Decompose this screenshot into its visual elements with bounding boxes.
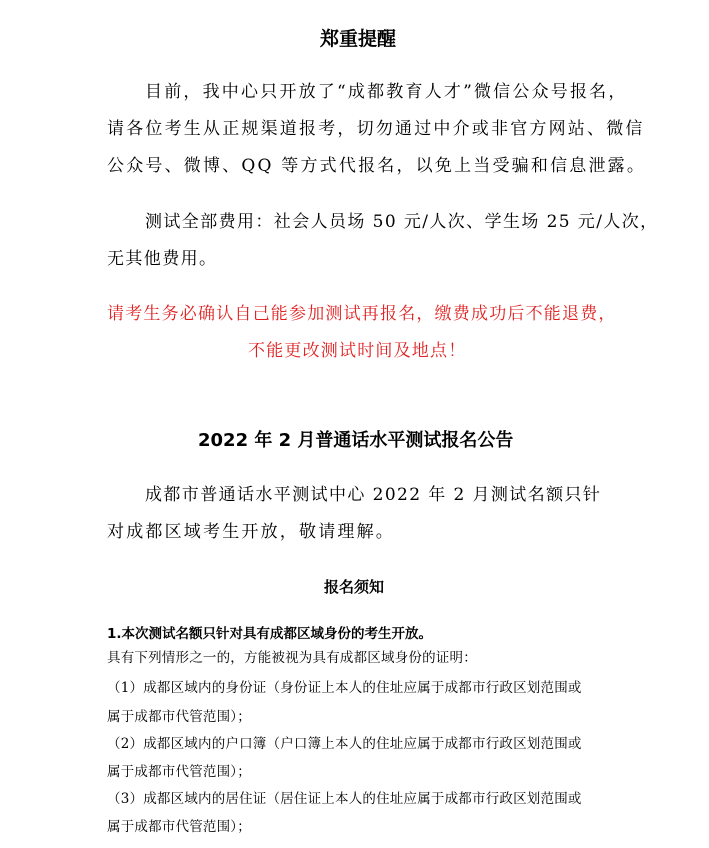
announcement-intro-line-1: 成都市普通话水平测试中心 2022 年 2 月测试名额只针 [145,485,602,505]
announcement-intro-line-2: 对成都区域考生开放，敬请理解。 [107,522,395,542]
condition-3-line-1: （3）成都区域内的居住证（居住证上本人的住址应属于成都市行政区划范围或 [107,791,582,807]
condition-2-line-1: （2）成都区域内的户口簿（户口簿上本人的住址应属于成都市行政区划范围或 [107,736,582,752]
condition-1-line-1: （1）成都区域内的身份证（身份证上本人的住址应属于成都市行政区划范围或 [107,680,582,696]
item-1-intro: 具有下列情形之一的，方能被视为具有成都区域身份的证明： [107,650,477,666]
notice-paragraph-1-line-3: 公众号、微博、QQ 等方式代报名，以免上当受骗和信息泄露。 [107,156,647,176]
notice-paragraph-2-line-1: 测试全部费用：社会人员场 50 元/人次、学生场 25 元/人次， [145,212,659,232]
item-1-heading: 1.本次测试名额只针对具有成都区域身份的考生开放。 [107,626,433,642]
notice-paragraph-2-line-2: 无其他费用。 [107,249,218,269]
notice-paragraph-1-line-1: 目前，我中心只开放了“成都教育人才”微信公众号报名， [145,82,628,102]
notice-paragraph-1-line-2: 请各位考生从正规渠道报考，切勿通过中介或非官方网站、微信 [107,119,645,139]
notice-title: 郑重提醒 [320,28,397,50]
warning-line-1: 请考生务必确认自己能参加测试再报名，缴费成功后不能退费， [107,304,617,324]
warning-line-2: 不能更改测试时间及地点！ [248,341,467,361]
condition-1-line-2: 属于成都市代管范围）； [107,709,251,725]
condition-3-line-2: 属于成都市代管范围）； [107,819,251,835]
section-title: 报名须知 [324,578,385,596]
condition-2-line-2: 属于成都市代管范围）； [107,764,251,780]
announcement-title: 2022 年 2 月普通话水平测试报名公告 [198,430,514,451]
